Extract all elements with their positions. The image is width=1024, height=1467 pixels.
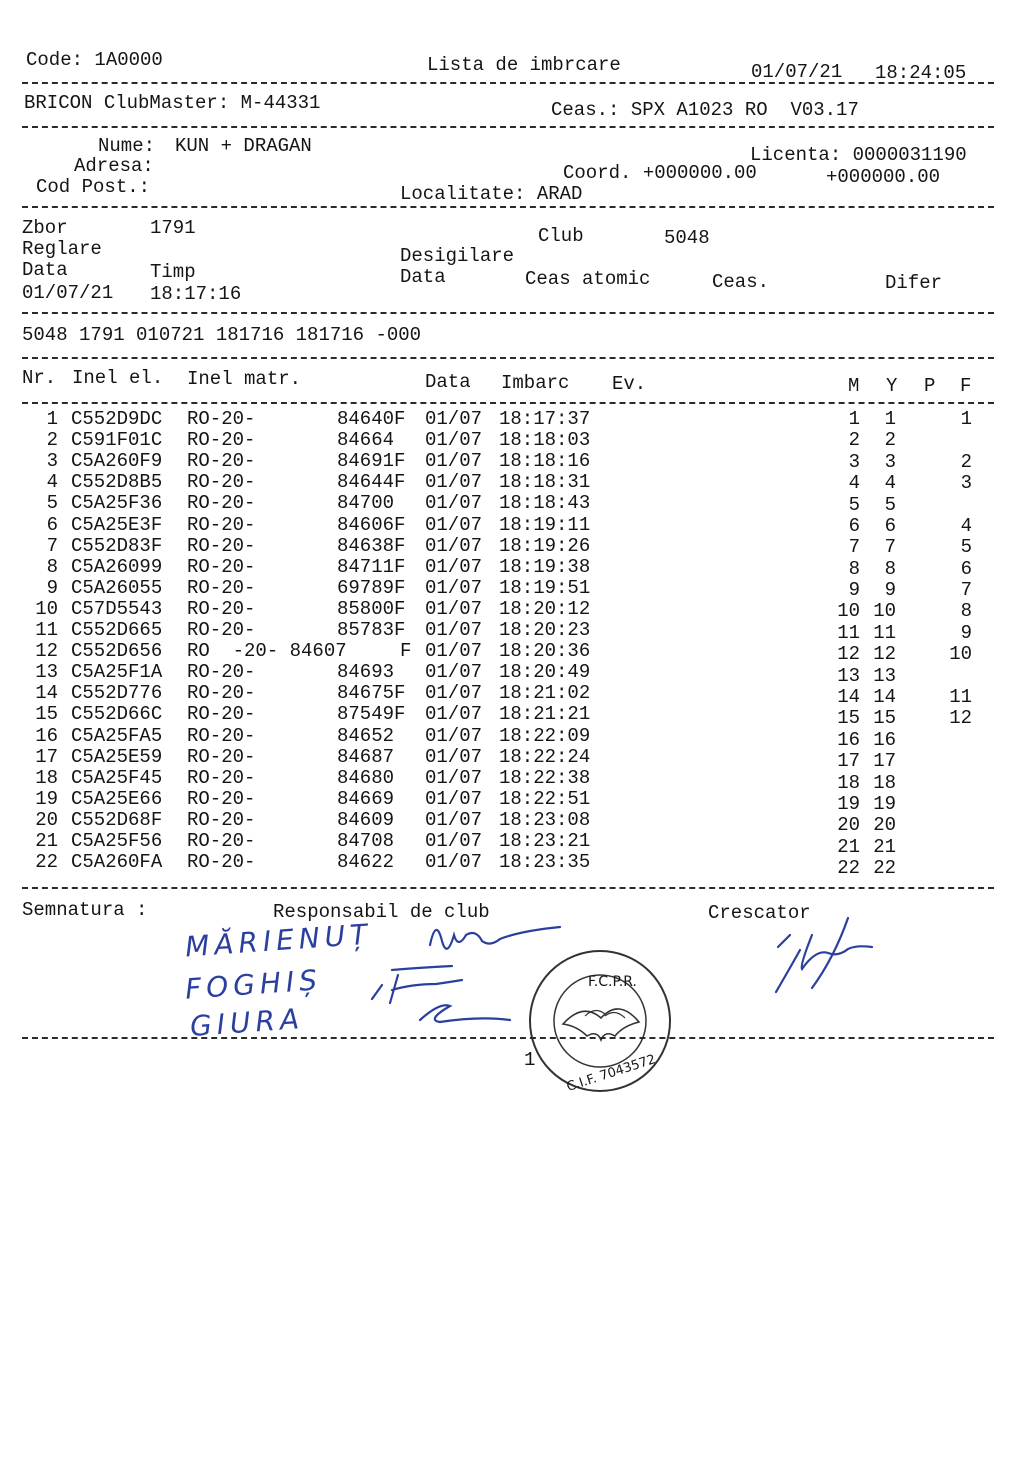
cell-inel-el: C5A26055 [71, 576, 163, 599]
cell-m: 20 [837, 814, 860, 837]
cell-m: 8 [848, 557, 860, 580]
cell-y: 8 [884, 557, 896, 580]
cell-inel-el: C591F01C [71, 429, 163, 452]
cell-date: 01/07 [425, 619, 483, 641]
cell-y: 20 [873, 814, 896, 837]
cell-y: 6 [884, 514, 896, 537]
cell-inel-el: C5A26099 [71, 555, 163, 578]
cell-ring-number: F [400, 640, 412, 663]
cell-nr: 9 [46, 576, 58, 599]
cell-time: 18:20:49 [499, 661, 591, 684]
cell-date: 01/07 [425, 429, 483, 452]
cell-nr: 21 [35, 830, 58, 852]
cell-ring-prefix: RO-20- [187, 450, 256, 473]
cell-time: 18:19:11 [499, 513, 591, 536]
print-time: 18:24:05 [875, 62, 967, 84]
page-number: 1 [524, 1049, 536, 1071]
cell-ring-prefix: RO-20- [187, 576, 256, 599]
cell-f: 11 [949, 686, 972, 708]
cell-time: 18:23:08 [499, 808, 591, 831]
cell-y: 1 [884, 408, 896, 430]
cell-ring-prefix: RO-20- [187, 513, 256, 536]
cell-time: 18:19:38 [499, 555, 591, 578]
cell-nr: 13 [35, 661, 58, 684]
cell-y: 16 [873, 728, 896, 751]
cell-y: 19 [873, 792, 896, 815]
cell-inel-el: C57D5543 [71, 597, 163, 620]
clock-label: Ceas. [712, 271, 770, 293]
atomic-clock-label: Ceas atomic [525, 268, 651, 290]
cell-m: 13 [837, 664, 860, 687]
cell-nr: 20 [35, 808, 58, 831]
cell-time: 18:21:21 [499, 703, 591, 726]
cell-time: 18:18:43 [499, 492, 591, 515]
cell-inel-el: C5A260F9 [71, 450, 163, 473]
cell-nr: 5 [46, 492, 58, 515]
cell-ring-number: 84609 [337, 808, 395, 831]
cell-date: 01/07 [425, 682, 483, 705]
divider [22, 1037, 994, 1039]
cell-ring-number: 84652 [337, 724, 395, 747]
cell-ring-prefix: RO-20- [187, 534, 256, 557]
stamp-cif: C.I.F. 7043572 [564, 1052, 658, 1095]
cell-f: 9 [960, 621, 972, 644]
print-date: 01/07/21 [751, 61, 843, 83]
col-y: Y [886, 375, 898, 397]
address-label: Adresa: [74, 155, 154, 177]
cell-ring-number: 85783F [337, 619, 406, 641]
document-title: Lista de imbrcare [427, 54, 621, 76]
col-data: Data [425, 371, 471, 393]
cell-ring-prefix: RO-20- [187, 429, 256, 452]
cell-m: 12 [837, 643, 860, 666]
cell-time: 18:20:23 [499, 619, 591, 641]
cell-time: 18:20:36 [499, 640, 591, 663]
cell-f: 12 [949, 707, 972, 730]
cell-ring-prefix: RO-20- [187, 597, 256, 620]
club-number: 5048 [664, 227, 710, 249]
cell-nr: 10 [35, 597, 58, 620]
cell-ring-number: 84680 [337, 766, 395, 789]
cell-date: 01/07 [425, 640, 483, 663]
cell-m: 5 [848, 493, 860, 516]
cell-ring-prefix: RO-20- [187, 830, 256, 852]
cell-nr: 17 [35, 745, 58, 768]
cell-nr: 22 [35, 851, 58, 874]
cell-ring-number: 84606F [337, 513, 406, 536]
cell-inel-el: C5A25E66 [71, 787, 163, 810]
name-label: Nume: [98, 135, 156, 157]
cell-nr: 7 [46, 534, 58, 557]
cell-time: 18:18:16 [499, 450, 591, 473]
date-label: Data [22, 259, 68, 281]
cell-nr: 8 [46, 555, 58, 578]
clubmaster-id: BRICON ClubMaster: M-44331 [24, 92, 321, 114]
cell-ring-prefix: RO-20- [187, 682, 256, 705]
time-label: Timp [150, 261, 196, 283]
cell-m: 11 [837, 621, 860, 644]
club-responsible-label: Responsabil de club [273, 901, 490, 923]
cell-nr: 19 [35, 787, 58, 810]
cell-inel-el: C552D776 [71, 682, 163, 705]
cell-date: 01/07 [425, 703, 483, 726]
cell-inel-el: C5A25F56 [71, 830, 163, 852]
clock-id: Ceas.: SPX A1023 RO V03.17 [551, 99, 859, 121]
cell-ring-number: 84708 [337, 830, 395, 852]
cell-m: 18 [837, 771, 860, 794]
flight-number: 1791 [150, 217, 196, 239]
cell-f: 8 [960, 600, 972, 623]
cell-nr: 2 [46, 429, 58, 452]
cell-ring-number: 84687 [337, 745, 395, 768]
setting-date: 01/07/21 [22, 282, 114, 304]
coordinates-2: +000000.00 [826, 166, 941, 188]
cell-inel-el: C552D68F [71, 808, 163, 831]
cell-y: 5 [884, 493, 896, 516]
cell-date: 01/07 [425, 851, 483, 874]
cell-nr: 12 [35, 640, 58, 663]
cell-nr: 15 [35, 703, 58, 726]
cell-inel-el: C5A25FA5 [71, 724, 163, 747]
cell-nr: 16 [35, 724, 58, 747]
col-f: F [960, 375, 972, 397]
cell-y: 14 [873, 686, 896, 708]
setting-label: Reglare [22, 238, 102, 260]
cell-f: 3 [960, 472, 972, 495]
cell-nr: 6 [46, 513, 58, 536]
cell-ring-prefix: RO-20- [187, 703, 256, 726]
date-label-2: Data [400, 266, 446, 288]
difference-label: Difer [885, 272, 943, 294]
cell-ring-number: 84693 [337, 661, 395, 684]
cell-time: 18:21:02 [499, 682, 591, 705]
cell-ring-number: 87549F [337, 703, 406, 726]
cell-date: 01/07 [425, 408, 483, 430]
cell-time: 18:17:37 [499, 408, 591, 430]
flight-label: Zbor [22, 217, 68, 239]
unsealing-label: Desigilare [400, 245, 515, 267]
cell-ring-number: 84669 [337, 787, 395, 810]
cell-m: 16 [837, 728, 860, 751]
cell-inel-el: C5A25F36 [71, 492, 163, 515]
cell-f: 2 [960, 450, 972, 473]
coordinates: Coord. +000000.00 [563, 162, 757, 184]
handwritten-name-1: MĂRIENUȚ [184, 917, 374, 964]
cell-nr: 14 [35, 682, 58, 705]
cell-time: 18:23:35 [499, 851, 591, 874]
cell-date: 01/07 [425, 661, 483, 684]
cell-inel-el: C5A25F45 [71, 766, 163, 789]
cell-y: 2 [884, 429, 896, 452]
cell-date: 01/07 [425, 513, 483, 536]
cell-date: 01/07 [425, 766, 483, 789]
cell-inel-el: C552D66C [71, 703, 163, 726]
cell-time: 18:18:31 [499, 471, 591, 494]
cell-ring-prefix: RO-20- [187, 851, 256, 874]
cell-time: 18:22:51 [499, 787, 591, 810]
cell-m: 6 [848, 514, 860, 537]
cell-date: 01/07 [425, 808, 483, 831]
cell-inel-el: C552D8B5 [71, 471, 163, 494]
cell-ring-number: 84640F [337, 408, 406, 430]
cell-inel-el: C5A260FA [71, 851, 163, 874]
owner-name: KUN + DRAGAN [175, 135, 312, 157]
col-inel-matr: Inel matr. [187, 368, 302, 390]
cell-time: 18:20:12 [499, 597, 591, 620]
cell-m: 19 [837, 792, 860, 815]
cell-date: 01/07 [425, 492, 483, 515]
cell-inel-el: C5A25E59 [71, 745, 163, 768]
cell-ring-prefix: RO-20- [187, 619, 256, 641]
breeder-label: Crescator [708, 902, 811, 924]
cell-ring-number: 85800F [337, 597, 406, 620]
cell-y: 15 [873, 707, 896, 730]
cell-inel-el: C552D83F [71, 534, 163, 557]
cell-nr: 11 [35, 619, 58, 641]
cell-f: 6 [960, 557, 972, 580]
cell-nr: 1 [46, 408, 58, 430]
cell-y: 3 [884, 450, 896, 473]
license: Licenta: 0000031190 [750, 144, 967, 166]
cell-date: 01/07 [425, 724, 483, 747]
cell-y: 17 [873, 750, 896, 773]
cell-nr: 18 [35, 766, 58, 789]
cell-ring-prefix: RO-20- [187, 724, 256, 747]
cell-ring-number: 69789F [337, 576, 406, 599]
cell-nr: 3 [46, 450, 58, 473]
cell-ring-number: 84664 [337, 429, 395, 452]
cell-ring-prefix: RO -20- 84607 [187, 640, 347, 663]
cell-m: 14 [837, 686, 860, 708]
cell-y: 21 [873, 835, 896, 858]
cell-ring-prefix: RO-20- [187, 661, 256, 684]
cell-m: 17 [837, 750, 860, 773]
cell-inel-el: C552D9DC [71, 408, 163, 430]
cell-y: 10 [873, 600, 896, 623]
cell-inel-el: C552D665 [71, 619, 163, 641]
cell-time: 18:22:24 [499, 745, 591, 768]
cell-date: 01/07 [425, 534, 483, 557]
cell-inel-el: C5A25F1A [71, 661, 163, 684]
handwritten-name-2: FOGHIȘ [184, 963, 323, 1006]
cell-m: 2 [848, 429, 860, 452]
cell-nr: 4 [46, 471, 58, 494]
cell-y: 13 [873, 664, 896, 687]
postcode-label: Cod Post.: [36, 176, 151, 198]
cell-y: 12 [873, 643, 896, 666]
cell-date: 01/07 [425, 830, 483, 852]
cell-time: 18:22:38 [499, 766, 591, 789]
handwritten-name-3: GIURA [188, 1002, 306, 1043]
cell-date: 01/07 [425, 745, 483, 768]
cell-time: 18:23:21 [499, 830, 591, 852]
cell-ring-prefix: RO-20- [187, 471, 256, 494]
cell-date: 01/07 [425, 576, 483, 599]
cell-ring-number: 84700 [337, 492, 395, 515]
locality: Localitate: ARAD [400, 183, 583, 205]
cell-f: 7 [960, 579, 972, 602]
signature-label: Semnatura : [22, 899, 148, 921]
col-p: P [924, 375, 936, 397]
cell-m: 10 [837, 600, 860, 623]
cell-m: 21 [837, 835, 860, 858]
cell-time: 18:22:09 [499, 724, 591, 747]
cell-ring-number: 84711F [337, 555, 406, 578]
stamp-fcpr: F.C.P.R. [588, 974, 637, 990]
col-m: M [848, 375, 860, 397]
club-label: Club [538, 225, 584, 247]
cell-ring-prefix: RO-20- [187, 408, 256, 430]
cell-date: 01/07 [425, 555, 483, 578]
clock-code-line: 5048 1791 010721 181716 181716 -000 [22, 324, 422, 346]
cell-time: 18:18:03 [499, 429, 591, 452]
cell-f: 4 [960, 514, 972, 537]
cell-y: 9 [884, 579, 896, 602]
cell-time: 18:19:51 [499, 576, 591, 599]
code-label: Code: 1A0000 [26, 49, 163, 71]
col-nr: Nr. [22, 367, 57, 389]
cell-y: 22 [873, 857, 896, 880]
cell-inel-el: C5A25E3F [71, 513, 163, 536]
setting-time: 18:17:16 [150, 283, 242, 305]
cell-m: 3 [848, 450, 860, 473]
col-ev: Ev. [612, 373, 647, 395]
cell-f: 1 [960, 408, 972, 430]
cell-date: 01/07 [425, 471, 483, 494]
cell-m: 7 [848, 536, 860, 559]
cell-m: 22 [837, 857, 860, 880]
cell-ring-prefix: RO-20- [187, 745, 256, 768]
cell-m: 9 [848, 579, 860, 602]
cell-date: 01/07 [425, 450, 483, 473]
cell-date: 01/07 [425, 597, 483, 620]
cell-y: 7 [884, 536, 896, 559]
cell-y: 18 [873, 771, 896, 794]
col-inel-el: Inel el. [72, 367, 164, 389]
cell-y: 11 [873, 621, 896, 644]
cell-ring-prefix: RO-20- [187, 492, 256, 515]
cell-f: 5 [960, 536, 972, 559]
cell-f: 10 [949, 643, 972, 666]
cell-m: 1 [848, 408, 860, 430]
cell-ring-number: 84675F [337, 682, 406, 705]
cell-ring-number: 84638F [337, 534, 406, 557]
cell-ring-prefix: RO-20- [187, 787, 256, 810]
col-imbarc: Imbarc [501, 372, 570, 394]
cell-ring-prefix: RO-20- [187, 555, 256, 578]
cell-date: 01/07 [425, 787, 483, 810]
cell-y: 4 [884, 472, 896, 495]
cell-ring-prefix: RO-20- [187, 808, 256, 831]
cell-m: 15 [837, 707, 860, 730]
cell-m: 4 [848, 472, 860, 495]
cell-ring-number: 84691F [337, 450, 406, 473]
cell-ring-number: 84622 [337, 851, 395, 874]
cell-inel-el: C552D656 [71, 640, 163, 663]
cell-time: 18:19:26 [499, 534, 591, 557]
cell-ring-prefix: RO-20- [187, 766, 256, 789]
cell-ring-number: 84644F [337, 471, 406, 494]
